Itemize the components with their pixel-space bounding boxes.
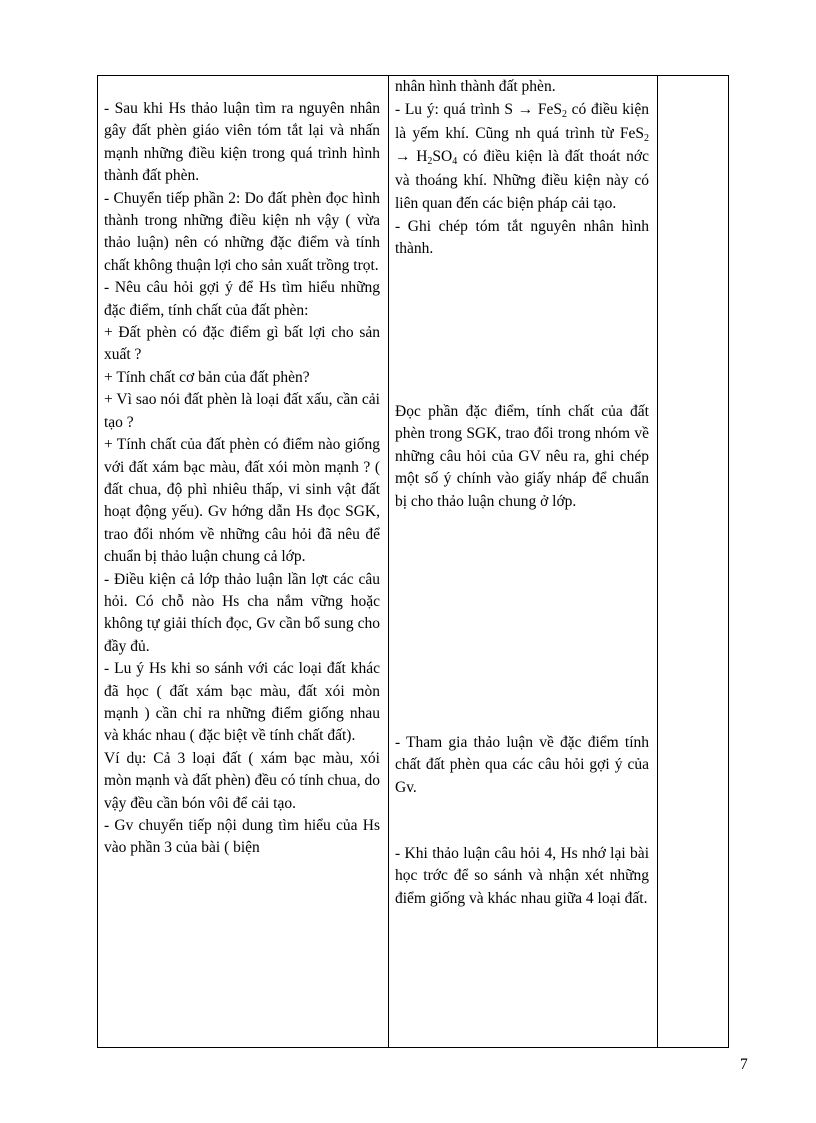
- subscript: 2: [562, 109, 567, 121]
- student-activity-column: [395, 76, 649, 1047]
- teacher-activity-column: [104, 76, 380, 1047]
- paragraph: + Tính chất cơ bản của đất phèn?: [104, 368, 310, 386]
- paragraph: + Tính chất của đất phèn có điểm nào giống với đất xám bạc màu, đất xói mòn mạnh ? ( đất chua, độ phì nhiêu thấp, vi sinh vật đất hoạt động yếu). Gv hớng dẫn Hs đọc SGK, trao đổi nhóm về những câu hỏi đã nêu để chuẩn bị thảo luận chung cả lớp.: [104, 436, 380, 566]
- column-divider: [657, 76, 658, 1047]
- teacher-activity-text: [104, 98, 380, 860]
- note-text: - Lu ý: quá trình S: [395, 101, 514, 119]
- paragraph: - Khi thảo luận câu hỏi 4, Hs nhớ lại bài học trớc để so sánh và nhận xét những điểm giống và khác nhau giữa 4 loại đất.: [395, 845, 649, 907]
- arrow-symbol: →: [395, 148, 411, 166]
- paragraph: - Gv chuyển tiếp nội dung tìm hiểu của Hs vào phần 3 của bài ( biện: [104, 817, 380, 857]
- note-text: có điều kiện là đất thoát nớc và thoáng khí. Những điều kiện này có liên quan đến các biện pháp cải tạo.: [395, 148, 650, 213]
- formula-fes2: FeS: [537, 101, 562, 119]
- subscript: 2: [644, 132, 649, 144]
- paragraph: - Sau khi Hs thảo luận tìm ra nguyên nhân gây đất phèn giáo viên tóm tắt lại và nhấn mạnh những điều kiện trong quá trình hình thành đất phèn.: [104, 100, 380, 185]
- paragraph: - Lu ý Hs khi so sánh với các loại đất khác đã học ( đất xám bạc màu, đất xói mòn mạnh ) cần chỉ ra những điểm giống nhau và khác nhau ( đặc biệt về tính chất đất).: [104, 660, 380, 745]
- subscript: 4: [452, 156, 458, 168]
- subscript: 2: [427, 156, 433, 168]
- paragraph: - Điều kiện cả lớp thảo luận lần lợt các câu hỏi. Có chỗ nào Hs cha nắm vững hoặc không tự giải thích đọc, Gv cần bổ sung cho đầy đủ.: [104, 570, 380, 655]
- formula-fes2: FeS: [619, 124, 644, 142]
- paragraph: - Ghi chép tóm tắt nguyên nhân hình thành.: [395, 217, 649, 258]
- note-text: có điều kiện là yếm khí. Cũng nh quá trình từ: [395, 101, 649, 142]
- student-activity-block-1: [395, 76, 649, 261]
- student-activity-block-2: [395, 401, 649, 513]
- paragraph: - Tham gia thảo luận về đặc điểm tính chất đất phèn qua các câu hỏi gợi ý của Gv.: [395, 734, 649, 796]
- arrow-symbol: →: [517, 101, 534, 119]
- paragraph: nhân hình thành đất phèn.: [395, 78, 556, 95]
- paragraph: Đọc phần đặc điểm, tính chất của đất phèn trong SGK, trao đổi trong nhóm về những câu hỏi của GV nêu ra, ghi chép một số ý chính vào giấy nháp để chuẩn bị cho thảo luận chung ở lớp.: [395, 403, 649, 510]
- paragraph: + Đất phèn có đặc điểm gì bất lợi cho sản xuất ?: [104, 324, 380, 364]
- student-activity-block-3: [395, 732, 649, 799]
- student-activity-block-4: [395, 843, 649, 910]
- notes-column: [664, 76, 720, 1047]
- column-divider: [388, 76, 389, 1047]
- paragraph: - Nêu câu hỏi gợi ý để Hs tìm hiểu những đặc điểm, tính chất của đất phèn:: [104, 279, 380, 319]
- paragraph: + Vì sao nói đất phèn là loại đất xấu, cần cải tạo ?: [104, 391, 380, 431]
- page-number: 7: [740, 1056, 748, 1073]
- paragraph: Ví dụ: Cả 3 loại đất ( xám bạc màu, xói mòn mạnh và đất phèn) đều có tính chua, do vậy đều cần bón vôi để cải tạo.: [104, 749, 380, 812]
- chemistry-note: [395, 98, 649, 216]
- lesson-plan-table: [97, 75, 729, 1048]
- formula-h2so4: H: [416, 148, 428, 166]
- paragraph: - Chuyển tiếp phần 2: Do đất phèn đọc hình thành trong những điều kiện nh vậy ( vừa thảo luận) nên có những đặc điểm và tính chất không thuận lợi cho sản xuất trồng trọt.: [104, 189, 380, 274]
- formula-h2so4: SO: [432, 148, 453, 166]
